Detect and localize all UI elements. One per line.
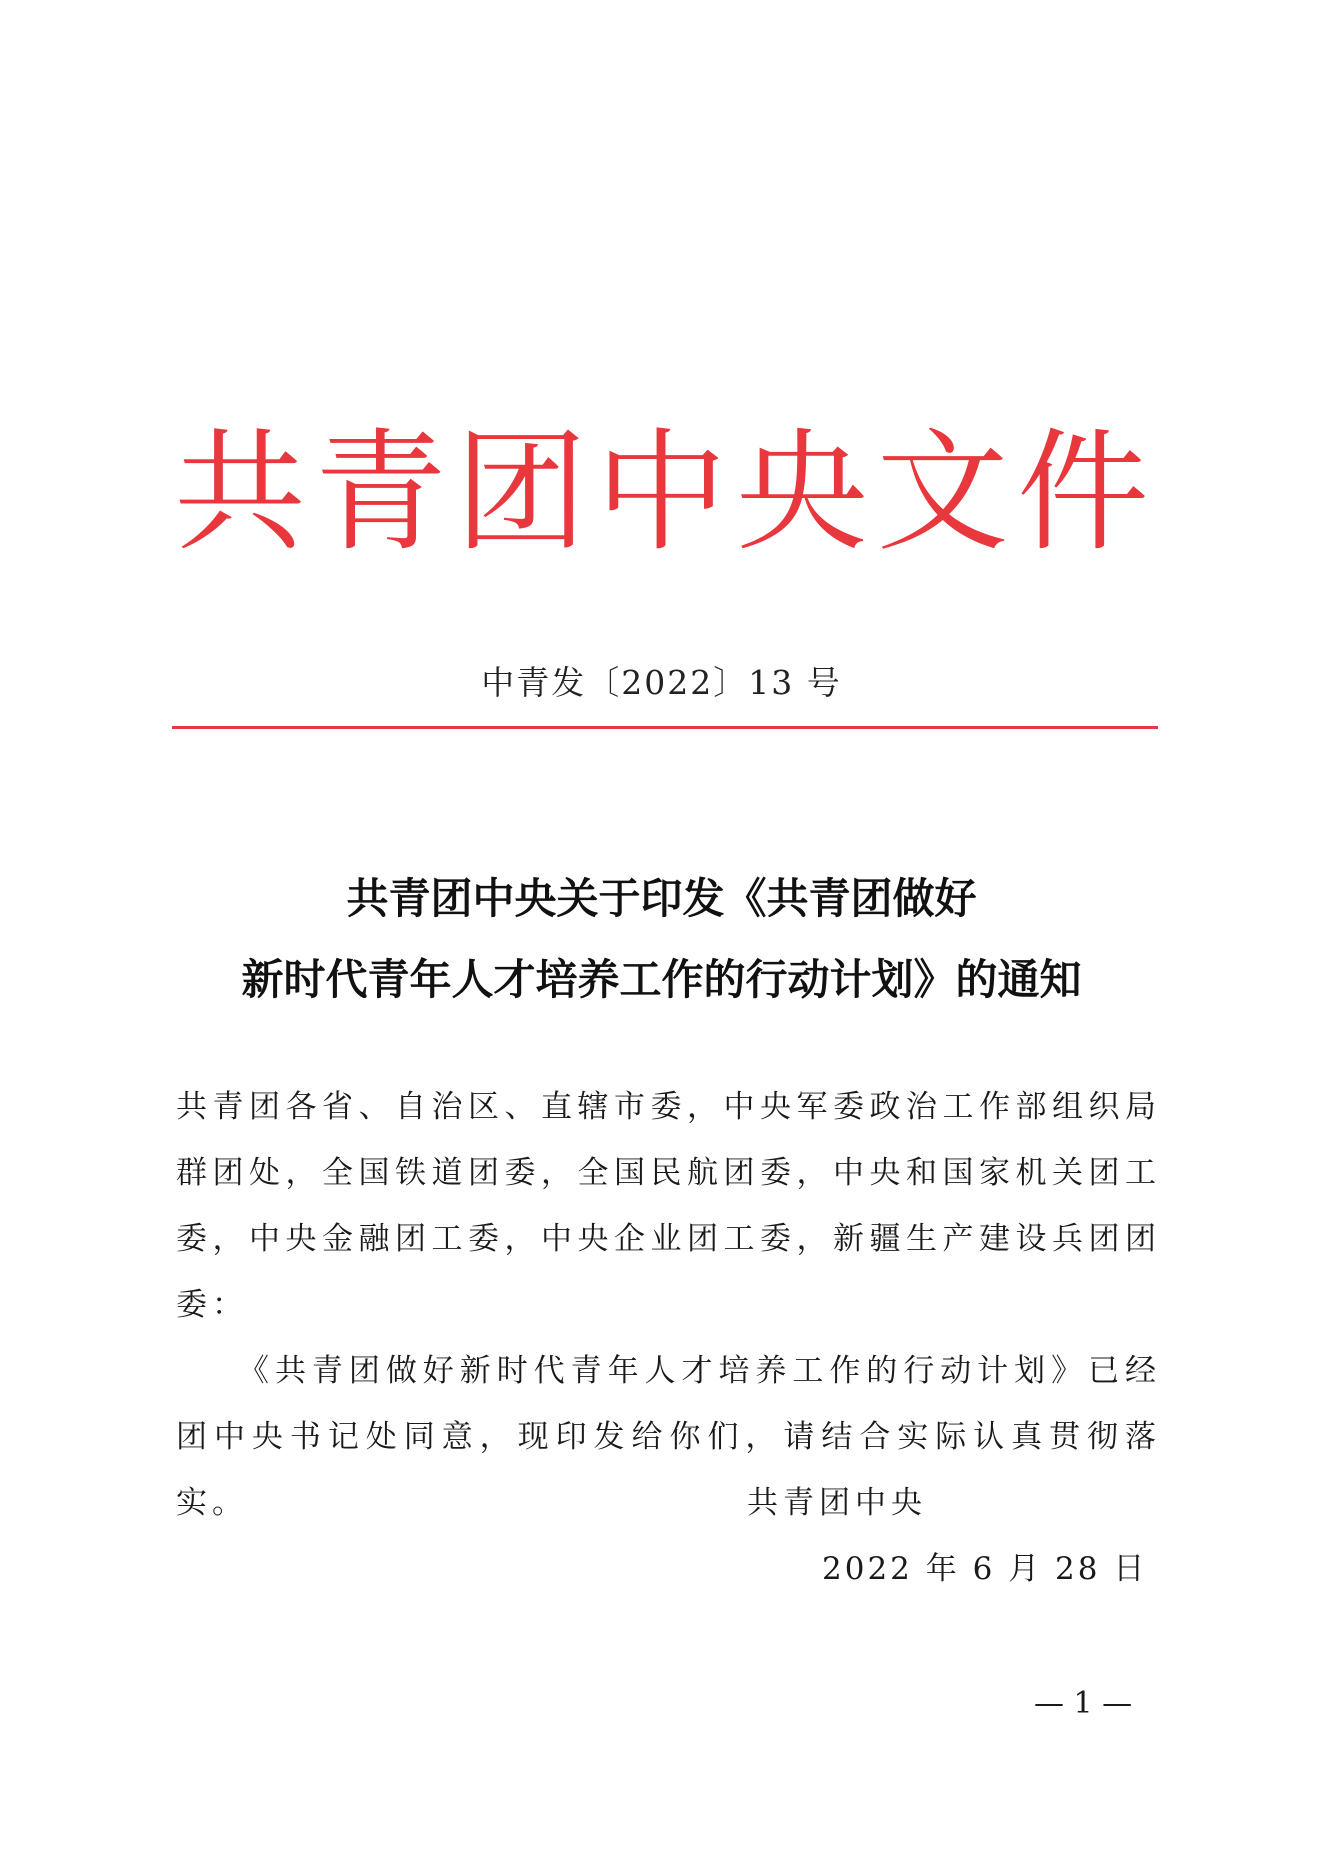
document-number: 中青发〔2022〕13 号: [481, 663, 842, 702]
document-title: [0, 858, 1323, 1020]
masthead-char: 件: [1017, 416, 1149, 570]
document-body: [176, 1074, 1161, 1536]
addressees-paragraph: 共青团各省、自治区、直辖市委，中央军委政治工作部组织局群团处，全国铁道团委，全国民航团委，中央和国家机关团工委，中央金融团工委，中央企业团工委，新疆生产建设兵团团委：: [176, 1089, 1161, 1323]
masthead-title: [172, 408, 1151, 578]
issue-date: 2022 年 6 月 28 日: [822, 1551, 1148, 1587]
masthead-char: 团: [455, 416, 587, 570]
red-separator-line: [172, 726, 1158, 729]
masthead-char: 文: [876, 416, 1009, 570]
page-number: — 1 —: [1034, 1686, 1133, 1721]
masthead-char: 青: [314, 416, 447, 570]
content-paragraph: 《共青团做好新时代青年人才培养工作的行动计划》已经团中央书记处同意，现印发给你们，请结合实际认真贯彻落实。: [176, 1353, 1161, 1521]
issuer-signature: 共青团中央: [747, 1485, 927, 1521]
masthead-char: 共: [174, 416, 306, 570]
masthead-char: 央: [736, 416, 868, 570]
masthead-char: 中: [595, 416, 728, 570]
title-line-1: 共青团中央关于印发《共青团做好: [346, 874, 977, 923]
title-line-2: 新时代青年人才培养工作的行动计划》的通知: [241, 955, 1082, 1004]
